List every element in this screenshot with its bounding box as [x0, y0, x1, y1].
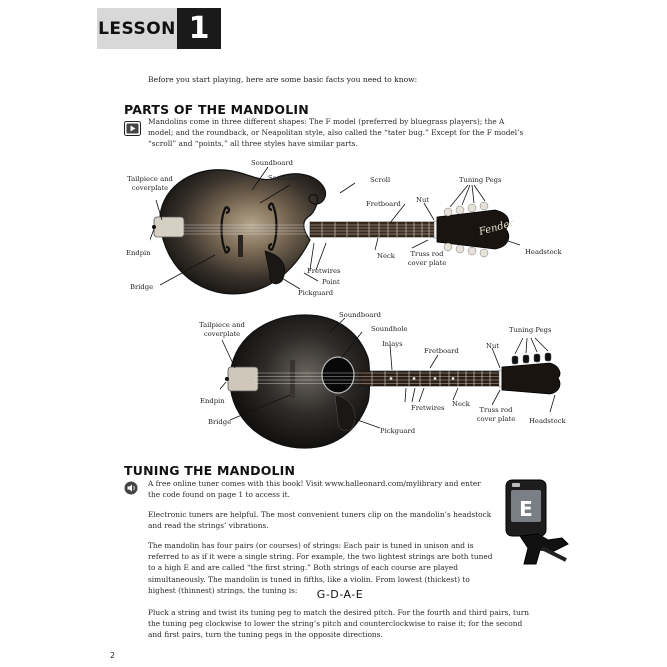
label-f-bridge: Bridge — [130, 283, 154, 291]
label-f-headstock: Headstock — [525, 248, 562, 256]
label-a-pickguard: Pickguard — [380, 427, 416, 435]
label-a-neck: Neck — [452, 400, 470, 408]
lesson-number: 1 — [177, 8, 221, 49]
online-tuner-text: A free online tuner comes with this book! Visit www.halleonard.com/mylibrary and enter the code found on page 1 to access it. — [148, 479, 481, 500]
string-pairs-text: The mandolin has four pairs (or courses) of strings: Each pair is tuned in unison and is referred to as if it were a single string. For example, the two lightest strings are both tuned to a high E and are called “the first string.” Both strings of each course are played simultaneously. The mandolin is tuned in fifths, like a violin. From lowest (thickest) to highest (thinnest) strings, the tuning is: — [148, 541, 493, 595]
parts-paragraph: Mandolins come in three different shapes: The F model (preferred by bluegrass players); the A model; and the roundback, or Neapolitan style, also called the “tater bug.” Except for the F model’s “scroll” and “points,” all three styles have similar parts. — [148, 117, 524, 149]
f-model-bridge — [238, 235, 243, 257]
intro-text: Before you start playing, here are some basic facts you need to know: — [148, 75, 418, 84]
label-a-nut: Nut — [486, 342, 500, 350]
lesson-banner — [97, 8, 221, 49]
lesson-label: LESSON — [97, 8, 177, 49]
label-a-inlays: Inlays — [382, 340, 403, 348]
tuning-heading: TUNING THE MANDOLIN — [124, 463, 296, 478]
electronic-tuner-text: Electronic tuners are helpful. The most convenient tuners clip on the mandolin’s headstock and read the strings’ vibrations. — [148, 510, 492, 531]
pluck-instructions: Pluck a string and twist its tuning peg to match the desired pitch. For the fourth and third pairs, turn the tuning peg clockwise to lower the string’s pitch and counterclockwise to raise it; for the second and first pairs, turn the tuning pegs in the opposite directions. — [148, 608, 530, 640]
label-f-pickguard: Pickguard — [298, 289, 334, 297]
a-model-soundhole — [322, 357, 354, 393]
label-a-soundboard: Soundboard — [339, 311, 381, 319]
label-a-tailpiece: Tailpiece and coverplate — [199, 321, 245, 338]
label-a-endpin: Endpin — [200, 397, 225, 405]
label-f-truss-rod: Truss rod cover plate — [407, 250, 447, 267]
video-play-icon[interactable] — [124, 121, 141, 136]
tuner-power-button — [512, 483, 520, 487]
label-f-tuning-pegs: Tuning Pegs — [459, 176, 502, 184]
label-f-fretboard: Fretboard — [366, 200, 401, 208]
f-model-tailpiece — [154, 217, 184, 237]
page-number: 2 — [110, 651, 116, 660]
label-a-headstock: Headstock — [529, 417, 566, 425]
a-model-tailpiece — [228, 367, 258, 391]
label-f-scroll: Scroll — [370, 176, 391, 184]
label-a-soundhole: Soundhole — [371, 325, 408, 333]
f-model-endpin — [152, 225, 156, 229]
label-f-endpin: Endpin — [126, 249, 151, 257]
clip-on-tuner-image — [504, 478, 572, 570]
f-model-nut — [434, 221, 437, 238]
a-model-headstock — [502, 363, 560, 394]
audio-speaker-icon[interactable] — [124, 481, 138, 495]
a-model-nut — [499, 370, 502, 387]
parts-heading: PARTS OF THE MANDOLIN — [124, 102, 309, 117]
a-model-tuning-pegs — [512, 353, 551, 364]
f-model-body — [160, 170, 326, 294]
label-f-soundboard: Soundboard — [251, 159, 293, 167]
a-model-bridge — [290, 360, 295, 398]
label-a-fretwires: Fretwires — [411, 404, 445, 412]
f-model-brand-logo: Fender — [477, 217, 516, 238]
label-a-bridge: Bridge — [208, 418, 232, 426]
f-model-neck — [310, 222, 435, 237]
label-f-fretwires: Fretwires — [307, 267, 341, 275]
label-f-tailpiece: Tailpiece and coverplate — [127, 175, 173, 192]
label-a-fretboard: Fretboard — [424, 347, 459, 355]
label-f-neck: Neck — [377, 252, 395, 260]
label-a-tuning-pegs: Tuning Pegs — [509, 326, 552, 334]
tuning-notes: G-D-A-E — [316, 588, 364, 601]
label-a-truss-rod: Truss rod cover plate — [476, 406, 516, 423]
a-model-endpin — [225, 377, 229, 381]
label-f-soundhole: Soundhole — [268, 174, 305, 182]
label-f-point: Point — [322, 278, 340, 286]
label-f-nut: Nut — [416, 196, 430, 204]
tuner-display-note: E — [519, 497, 533, 521]
